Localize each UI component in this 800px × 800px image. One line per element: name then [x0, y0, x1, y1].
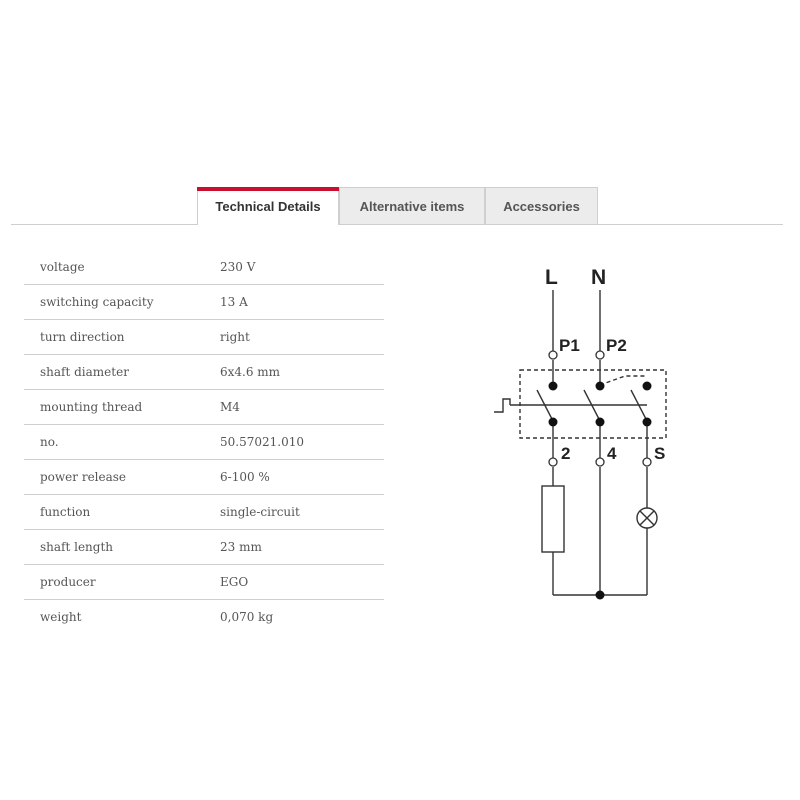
spec-label: switching capacity	[24, 285, 204, 320]
label-n: N	[591, 266, 607, 289]
spec-value: EGO	[204, 565, 384, 600]
tab-alternative-items[interactable]: Alternative items	[339, 187, 485, 224]
spec-value: right	[204, 320, 384, 355]
wire	[600, 376, 647, 385]
table-row	[24, 285, 384, 320]
junction-dot	[596, 591, 605, 600]
contact-dot	[549, 418, 558, 427]
spec-value: 13 A	[204, 285, 384, 320]
contact-dot	[643, 418, 652, 427]
terminal	[596, 458, 604, 466]
terminal	[643, 458, 651, 466]
spec-value: single-circuit	[204, 495, 384, 530]
label-p1: P1	[559, 336, 580, 355]
resistor-symbol	[542, 486, 564, 552]
terminal	[549, 351, 557, 359]
spec-label: voltage	[24, 250, 204, 285]
tab-technical-details[interactable]: Technical Details	[197, 187, 339, 225]
switch-housing	[520, 370, 666, 438]
label-2: 2	[561, 444, 571, 463]
label-s: S	[654, 444, 666, 463]
spec-value: 230 V	[204, 250, 384, 285]
spec-value: 6x4.6 mm	[204, 355, 384, 390]
tab-accessories[interactable]: Accessories	[485, 187, 598, 224]
spec-label: turn direction	[24, 320, 204, 355]
spec-label: mounting thread	[24, 390, 204, 425]
table-row	[24, 355, 384, 390]
spec-value: M4	[204, 390, 384, 425]
table-row	[24, 530, 384, 565]
spec-label: power release	[24, 460, 204, 495]
spec-label: function	[24, 495, 204, 530]
spec-label: producer	[24, 565, 204, 600]
label-l: L	[545, 266, 558, 289]
table-row	[24, 600, 384, 635]
table-row	[24, 425, 384, 460]
spec-value: 50.57021.010	[204, 425, 384, 460]
label-p2: P2	[606, 336, 627, 355]
table-row	[24, 495, 384, 530]
table-row	[24, 390, 384, 425]
spec-label: no.	[24, 425, 204, 460]
spec-label: shaft length	[24, 530, 204, 565]
terminal	[596, 351, 604, 359]
spec-value: 0,070 kg	[220, 610, 274, 624]
technical-details-table	[24, 250, 384, 634]
spec-label: shaft diameter	[24, 355, 204, 390]
table-row	[24, 250, 384, 285]
actuator	[494, 399, 510, 412]
tab-bar-divider	[11, 224, 783, 225]
contact-dot	[596, 382, 605, 391]
wiring-diagram	[480, 255, 690, 615]
table-row	[24, 320, 384, 355]
spec-value: 6-100 %	[204, 460, 384, 495]
table-row	[24, 565, 384, 600]
contact-dot	[549, 382, 558, 391]
spec-value: 23 mm	[204, 530, 384, 565]
spec-label: weight	[40, 610, 82, 624]
contact-dot	[643, 382, 652, 391]
contact-dot	[596, 418, 605, 427]
terminal	[549, 458, 557, 466]
table-row	[24, 460, 384, 495]
label-4: 4	[607, 444, 617, 463]
